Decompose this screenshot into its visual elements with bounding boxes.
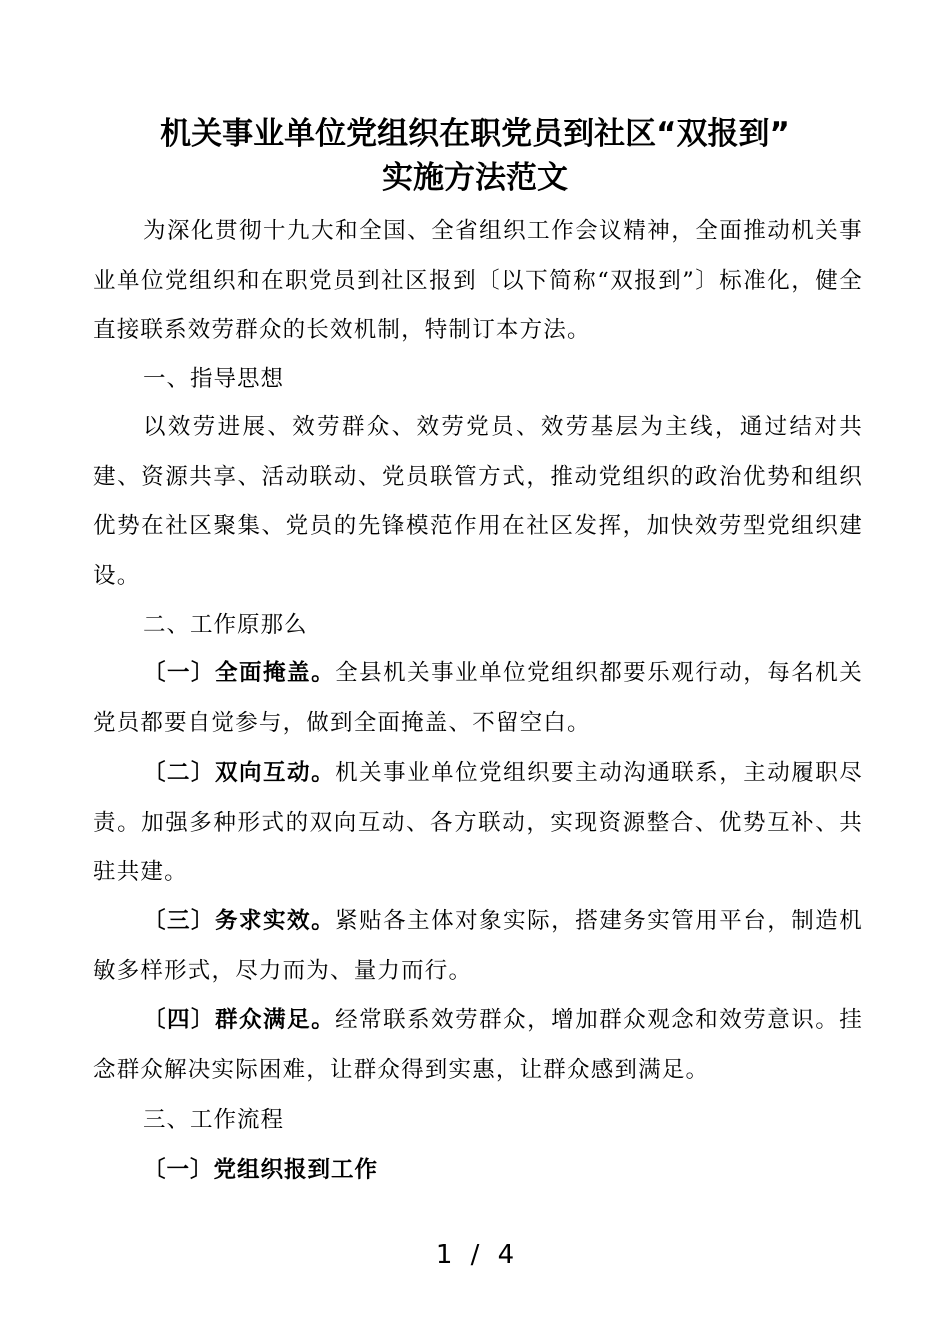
intro-paragraph: 为深化贯彻十九大和全国、全省组织工作会议精神，全面推动机关事业单位党组织和在职党员到社区报到〔以下简称“双报到”〕标准化，健全直接联系效劳群众的长效机制，特制订本方法。 xyxy=(93,218,863,343)
page-number: 1 / 4 xyxy=(435,1240,515,1270)
principle-paragraph-1 xyxy=(93,649,863,748)
section3-subheading-1: 〔一〕党组织报到工作 xyxy=(143,1157,379,1183)
principle-lead-2: 〔二〕双向互动。 xyxy=(143,760,336,786)
principle-text-3: 紧贴各主体对象实际，搭建务实管用平台，制造机敏多样形式，尽力而为、量力而行。 xyxy=(93,908,864,984)
principle-paragraph-3 xyxy=(93,897,863,996)
principle-lead-3: 〔三〕务求实效。 xyxy=(143,908,336,934)
principle-paragraph-4 xyxy=(93,996,863,1095)
principle-text-2: 机关事业单位党组织要主动沟通联系，主动履职尽责。加强多种形式的双向互动、各方联动，实现资源整合、优势互补、共驻共建。 xyxy=(93,760,864,885)
principle-lead-4: 〔四〕群众满足。 xyxy=(143,1007,336,1033)
principle-lead-1: 〔一〕全面掩盖。 xyxy=(143,660,336,686)
principle-text-1: 全县机关事业单位党组织都要乐观行动，每名机关党员都要自觉参与，做到全面掩盖、不留空白。 xyxy=(93,660,864,736)
section1-heading: 一、指导思想 xyxy=(143,366,285,392)
principle-text-4: 经常联系效劳群众，增加群众观念和效劳意识。挂念群众解决实际困难，让群众得到实惠，让群众感到满足。 xyxy=(93,1007,864,1083)
document-title-line2: 实施方法范文 xyxy=(382,160,568,196)
section3-heading: 三、工作流程 xyxy=(143,1107,285,1133)
document-title-line1: 机关事业单位党组织在职党员到社区“双报到” xyxy=(160,116,790,152)
principle-paragraph-2 xyxy=(93,749,863,898)
section1-paragraph: 以效劳进展、效劳群众、效劳党员、效劳基层为主线，通过结对共建、资源共享、活动联动、党员联管方式，推动党组织的政治优势和组织优势在社区聚集、党员的先锋模范作用在社区发挥，加快效劳型党组织建设。 xyxy=(93,414,863,589)
section2-heading: 二、工作原那么 xyxy=(143,612,308,638)
